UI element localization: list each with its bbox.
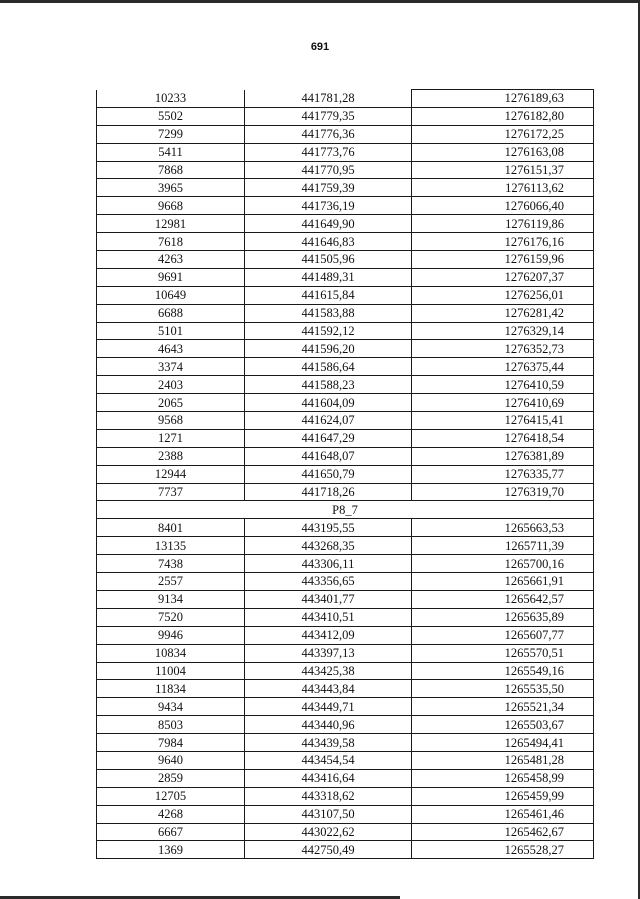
table-row [97,734,594,752]
point-id-cell: 12705 [97,787,245,805]
y-coordinate-cell: 1265503,67 [412,716,594,734]
point-id-cell: 9668 [97,197,245,215]
table-row [97,251,594,269]
x-coordinate-cell: 443195,55 [245,519,412,537]
table-row [97,698,594,716]
table-row [97,90,594,108]
y-coordinate-cell: 1276375,44 [412,358,594,376]
table-row [97,644,594,662]
y-coordinate-cell: 1276066,40 [412,197,594,215]
x-coordinate-cell: 441779,35 [245,107,412,125]
x-coordinate-cell: 443454,54 [245,751,412,769]
table-row [97,716,594,734]
point-id-cell: 10649 [97,286,245,304]
y-coordinate-cell: 1276119,86 [412,215,594,233]
y-coordinate-cell: 1276256,01 [412,286,594,304]
y-coordinate-cell: 1265570,51 [412,644,594,662]
point-id-cell: 9640 [97,751,245,769]
point-id-cell: 1369 [97,841,245,859]
table-row [97,823,594,841]
x-coordinate-cell: 443439,58 [245,734,412,752]
y-coordinate-cell: 1276176,16 [412,233,594,251]
table-row [97,537,594,555]
x-coordinate-cell: 443443,84 [245,680,412,698]
table-row [97,447,594,465]
point-id-cell: 9134 [97,590,245,608]
y-coordinate-cell: 1276329,14 [412,322,594,340]
x-coordinate-cell: 441776,36 [245,125,412,143]
point-id-cell: 7520 [97,608,245,626]
y-coordinate-cell: 1265642,57 [412,590,594,608]
table-row [97,662,594,680]
x-coordinate-cell: 441770,95 [245,161,412,179]
x-coordinate-cell: 441505,96 [245,251,412,269]
point-id-cell: 4268 [97,805,245,823]
y-coordinate-cell: 1265535,50 [412,680,594,698]
x-coordinate-cell: 443107,50 [245,805,412,823]
point-id-cell: 11834 [97,680,245,698]
x-coordinate-cell: 441759,39 [245,179,412,197]
x-coordinate-cell: 443022,62 [245,823,412,841]
table-row [97,519,594,537]
x-coordinate-cell: 441588,23 [245,376,412,394]
point-id-cell: 9691 [97,268,245,286]
point-id-cell: 2557 [97,573,245,591]
point-id-cell: 5101 [97,322,245,340]
page-number: 691 [310,41,330,53]
y-coordinate-cell: 1276335,77 [412,465,594,483]
table-row [97,215,594,233]
point-id-cell: 3965 [97,179,245,197]
table-row [97,841,594,859]
point-id-cell: 1271 [97,429,245,447]
y-coordinate-cell: 1265549,16 [412,662,594,680]
point-id-cell: 7618 [97,233,245,251]
x-coordinate-cell: 441649,90 [245,215,412,233]
y-coordinate-cell: 1265700,16 [412,555,594,573]
y-coordinate-cell: 1276410,69 [412,394,594,412]
table-row [97,179,594,197]
point-id-cell: 2859 [97,769,245,787]
point-id-cell: 10233 [97,90,245,108]
x-coordinate-cell: 443268,35 [245,537,412,555]
y-coordinate-cell: 1276281,42 [412,304,594,322]
table-row [97,143,594,161]
point-id-cell: 13135 [97,537,245,555]
table-row [97,322,594,340]
table-row [97,590,594,608]
y-coordinate-cell: 1265494,41 [412,734,594,752]
table-row [97,555,594,573]
x-coordinate-cell: 443412,09 [245,626,412,644]
point-id-cell: 8503 [97,716,245,734]
point-id-cell: 9946 [97,626,245,644]
table-row [97,429,594,447]
y-coordinate-cell: 1265481,28 [412,751,594,769]
x-coordinate-cell: 443440,96 [245,716,412,734]
table-row [97,680,594,698]
x-coordinate-cell: 441615,84 [245,286,412,304]
table-row [97,412,594,430]
point-id-cell: 9568 [97,412,245,430]
y-coordinate-cell: 1276151,37 [412,161,594,179]
x-coordinate-cell: 441592,12 [245,322,412,340]
x-coordinate-cell: 443397,13 [245,644,412,662]
x-coordinate-cell: 441718,26 [245,483,412,501]
x-coordinate-cell: 441650,79 [245,465,412,483]
y-coordinate-cell: 1276182,80 [412,107,594,125]
table-row [97,233,594,251]
point-id-cell: 7438 [97,555,245,573]
coordinates-table-body [97,90,594,859]
y-coordinate-cell: 1276415,41 [412,412,594,430]
x-coordinate-cell: 441646,83 [245,233,412,251]
table-row [97,304,594,322]
point-id-cell: 2403 [97,376,245,394]
x-coordinate-cell: 443410,51 [245,608,412,626]
point-id-cell: 7737 [97,483,245,501]
point-id-cell: 7299 [97,125,245,143]
x-coordinate-cell: 443306,11 [245,555,412,573]
section-header-row [97,501,594,519]
point-id-cell: 4643 [97,340,245,358]
point-id-cell: 12981 [97,215,245,233]
table-row [97,787,594,805]
table-row [97,626,594,644]
x-coordinate-cell: 443401,77 [245,590,412,608]
x-coordinate-cell: 441596,20 [245,340,412,358]
x-coordinate-cell: 443318,62 [245,787,412,805]
point-id-cell: 11004 [97,662,245,680]
y-coordinate-cell: 1276410,59 [412,376,594,394]
table-row [97,465,594,483]
y-coordinate-cell: 1276352,73 [412,340,594,358]
table-row [97,125,594,143]
point-id-cell: 5411 [97,143,245,161]
table-row [97,376,594,394]
y-coordinate-cell: 1276163,08 [412,143,594,161]
point-id-cell: 2065 [97,394,245,412]
y-coordinate-cell: 1265458,99 [412,769,594,787]
x-coordinate-cell: 441624,07 [245,412,412,430]
point-id-cell: 6688 [97,304,245,322]
x-coordinate-cell: 441736,19 [245,197,412,215]
scan-border-top [0,0,640,3]
point-id-cell: 9434 [97,698,245,716]
section-label: P8_7 [97,501,594,519]
x-coordinate-cell: 442750,49 [245,841,412,859]
y-coordinate-cell: 1276159,96 [412,251,594,269]
point-id-cell: 5502 [97,107,245,125]
y-coordinate-cell: 1276189,63 [412,90,594,108]
x-coordinate-cell: 441604,09 [245,394,412,412]
y-coordinate-cell: 1265661,91 [412,573,594,591]
table-row [97,769,594,787]
point-id-cell: 10834 [97,644,245,662]
point-id-cell: 2388 [97,447,245,465]
y-coordinate-cell: 1265521,34 [412,698,594,716]
x-coordinate-cell: 443449,71 [245,698,412,716]
point-id-cell: 6667 [97,823,245,841]
y-coordinate-cell: 1265528,27 [412,841,594,859]
point-id-cell: 4263 [97,251,245,269]
x-coordinate-cell: 441583,88 [245,304,412,322]
table-row [97,805,594,823]
point-id-cell: 7984 [97,734,245,752]
table-row [97,107,594,125]
table-row [97,608,594,626]
x-coordinate-cell: 441648,07 [245,447,412,465]
x-coordinate-cell: 441586,64 [245,358,412,376]
table-row [97,286,594,304]
x-coordinate-cell: 443356,65 [245,573,412,591]
x-coordinate-cell: 441647,29 [245,429,412,447]
point-id-cell: 7868 [97,161,245,179]
point-id-cell: 12944 [97,465,245,483]
table-row [97,573,594,591]
y-coordinate-cell: 1265635,89 [412,608,594,626]
y-coordinate-cell: 1276172,25 [412,125,594,143]
table-row [97,358,594,376]
y-coordinate-cell: 1265462,67 [412,823,594,841]
table-row [97,340,594,358]
y-coordinate-cell: 1265607,77 [412,626,594,644]
table-row [97,483,594,501]
y-coordinate-cell: 1276418,54 [412,429,594,447]
x-coordinate-cell: 441773,76 [245,143,412,161]
x-coordinate-cell: 441489,31 [245,268,412,286]
y-coordinate-cell: 1276381,89 [412,447,594,465]
y-coordinate-cell: 1265663,53 [412,519,594,537]
y-coordinate-cell: 1276319,70 [412,483,594,501]
table-row [97,751,594,769]
x-coordinate-cell: 443425,38 [245,662,412,680]
point-id-cell: 8401 [97,519,245,537]
point-id-cell: 3374 [97,358,245,376]
table-row [97,268,594,286]
y-coordinate-cell: 1265459,99 [412,787,594,805]
x-coordinate-cell: 443416,64 [245,769,412,787]
y-coordinate-cell: 1276113,62 [412,179,594,197]
y-coordinate-cell: 1276207,37 [412,268,594,286]
table-row [97,394,594,412]
x-coordinate-cell: 441781,28 [245,90,412,108]
coordinates-table [96,89,594,859]
table-row [97,197,594,215]
y-coordinate-cell: 1265711,39 [412,537,594,555]
table-row [97,161,594,179]
y-coordinate-cell: 1265461,46 [412,805,594,823]
